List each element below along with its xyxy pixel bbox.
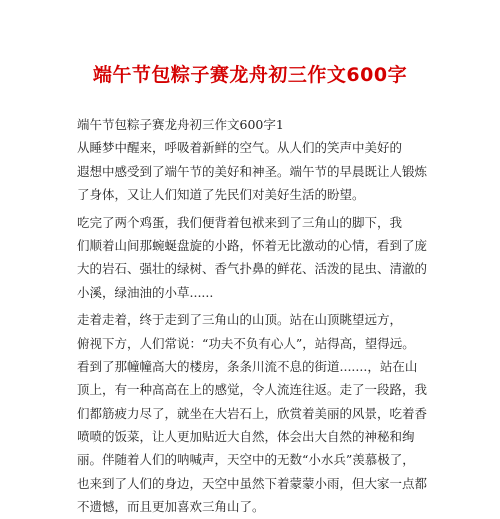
paragraph-3-line-8: 也来到了人们的身边，天空中虽然下着蒙蒙小雨，但大家一点都 [77, 475, 428, 491]
paragraph-1-line-1: 从睡梦中醒来，呼吸着新鲜的空气。从人们的笑声中美好的 [77, 140, 403, 156]
paragraph-3-line-6: 喷喷的饭菜，让人更加贴近大自然，体会出大自然的神秘和绚 [77, 429, 415, 445]
document-body [77, 113, 428, 519]
paragraph-3-line-1: 走着走着，终于走到了三角山的山顶。站在山顶眺望远方， [77, 312, 403, 328]
paragraph-1-line-3: 了身体，又让人们知道了先民们对美好生活的盼望。 [77, 187, 365, 203]
paragraph-3-line-9: 不遗憾，而且更加喜欢三角山了。 [77, 499, 265, 515]
paragraph-3-line-4: 顶上，有一种高高在上的感觉，令人流连往返。走了一段路，我 [77, 382, 428, 398]
paragraph-3-line-5: 们都筋疲力尽了，就坐在大岩石上，欣赏着美丽的风景，吃着香 [77, 405, 428, 421]
subtitle-line: 端午节包粽子赛龙舟初三作文600字1 [77, 117, 284, 132]
paragraph-3-line-3: 看到了那幢幢高大的楼房，条条川流不息的街道.......，站在山 [77, 358, 418, 374]
paragraph-3-line-2: 俯视下方，人们常说：“功夫不负有心人”，站得高，望得远。 [77, 335, 415, 351]
paragraph-3-line-7: 丽。伴随着人们的呐喊声，天空中的无数“小水兵”羡慕极了， [77, 452, 415, 468]
paragraph-2-line-3: 大的岩石、强壮的绿树、香气扑鼻的鲜花、活泼的昆虫、清澈的 [77, 261, 428, 277]
paragraph-1-line-2: 遐想中感受到了端午节的美好和神圣。端午节的早晨既让人锻炼 [77, 163, 428, 179]
paragraph-2-line-4: 小溪，绿油油的小草...... [77, 284, 214, 300]
document-title: 端午节包粽子赛龙舟初三作文600字 [92, 64, 408, 86]
paragraph-2-line-2: 们顺着山间那蜿蜒盘旋的小路，怀着无比激动的心情，看到了庞 [77, 237, 428, 253]
paragraph-2-line-1: 吃完了两个鸡蛋，我们便背着包袱来到了三角山的脚下，我 [77, 214, 403, 230]
